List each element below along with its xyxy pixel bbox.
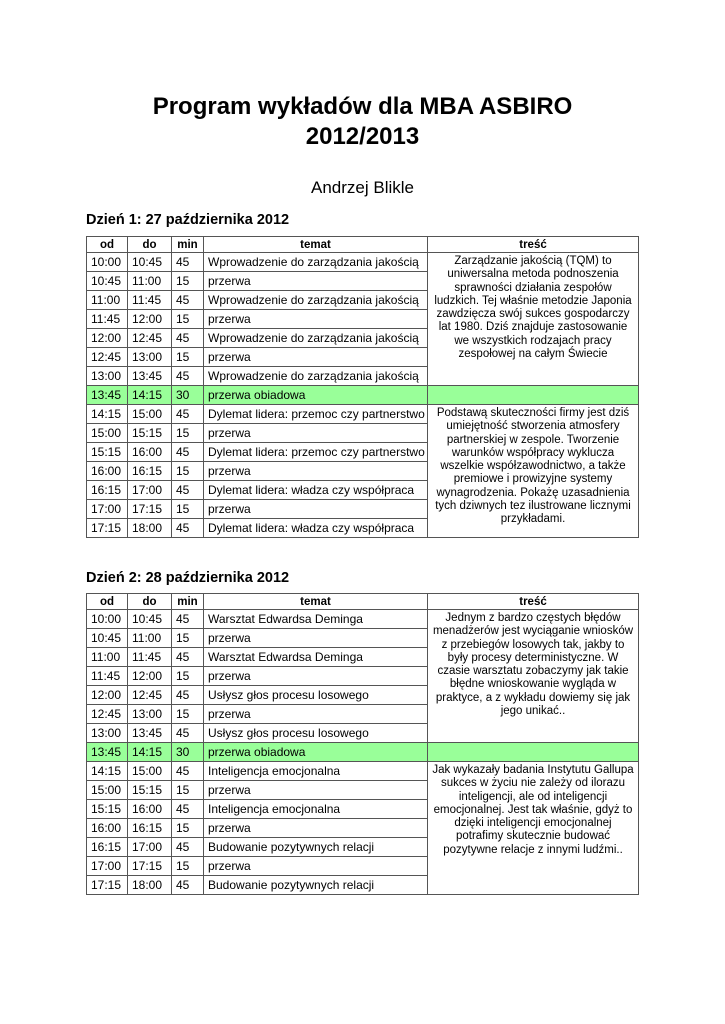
cell-do: 15:00 [128,405,172,424]
header-min: min [172,237,204,253]
cell-do: 17:15 [128,500,172,519]
cell-temat: przerwa [204,819,428,838]
cell-do: 14:15 [128,386,172,405]
cell-od: 13:45 [87,386,128,405]
cell-do: 12:45 [128,686,172,705]
cell-od: 17:15 [87,876,128,895]
cell-temat: Budowanie pozytywnych relacji [204,876,428,895]
content-afternoon: Jak wykazały badania Instytutu Gallupa sukces w życiu nie zależy od ilorazu inteligencji, ale od inteligencji emocjonalnej. Jest tak właśnie, gdyż to dzięki inteligencji emocjonalnej potrafimy skutecznie budować pozytywne relacje z innymi ludźmi.. [428,762,639,895]
content-morning: Zarządzanie jakością (TQM) to uniwersalna metoda podnoszenia sprawności działania zespołów ludzkich. Tej właśnie metodzie Japonia zawdzięcza swój sukces gospodarczy lat 1980. Dziś znajduje zastosowanie we wszystkich rodzajach pracy zespołowej na całym Świecie [428,253,639,386]
header-od: od [87,237,128,253]
cell-od: 17:15 [87,519,128,538]
cell-temat: Dylemat lidera: władza czy współpraca [204,481,428,500]
cell-min: 45 [172,648,204,667]
cell-do: 15:00 [128,762,172,781]
cell-min: 45 [172,724,204,743]
cell-do: 15:15 [128,424,172,443]
cell-do: 13:45 [128,367,172,386]
cell-temat: przerwa [204,272,428,291]
cell-temat: przerwa [204,705,428,724]
cell-do: 17:00 [128,481,172,500]
cell-temat: przerwa [204,348,428,367]
cell-do: 16:15 [128,462,172,481]
table-row [87,253,639,272]
cell-min: 15 [172,462,204,481]
cell-min: 45 [172,481,204,500]
cell-temat: Dylemat lidera: władza czy współpraca [204,519,428,538]
cell-od: 15:00 [87,424,128,443]
cell-do: 12:00 [128,667,172,686]
cell-min: 45 [172,876,204,895]
cell-min: 15 [172,629,204,648]
header-do: do [128,237,172,253]
cell-do: 14:15 [128,743,172,762]
cell-min: 45 [172,291,204,310]
cell-min: 15 [172,500,204,519]
day-2-heading: Dzień 2: 28 października 2012 [86,570,290,586]
cell-od: 17:00 [87,857,128,876]
cell-temat: przerwa [204,781,428,800]
cell-do: 13:00 [128,705,172,724]
cell-od: 10:00 [87,253,128,272]
cell-temat: przerwa obiadowa [204,386,428,405]
cell-min: 15 [172,272,204,291]
cell-od: 16:00 [87,819,128,838]
header-temat: temat [204,237,428,253]
cell-temat: Inteligencja emocjonalna [204,762,428,781]
cell-temat: Usłysz głos procesu losowego [204,724,428,743]
cell-od: 16:00 [87,462,128,481]
cell-od: 14:15 [87,405,128,424]
cell-do: 11:45 [128,291,172,310]
cell-temat: Wprowadzenie do zarządzania jakością [204,291,428,310]
cell-od: 15:00 [87,781,128,800]
cell-min: 15 [172,348,204,367]
cell-min: 45 [172,610,204,629]
author: Andrzej Blikle [311,178,414,197]
cell-od: 14:15 [87,762,128,781]
cell-min: 15 [172,781,204,800]
cell-do: 17:15 [128,857,172,876]
cell-do: 15:15 [128,781,172,800]
table-row [87,386,639,405]
cell-min: 30 [172,743,204,762]
cell-od: 10:45 [87,272,128,291]
cell-od: 16:15 [87,838,128,857]
cell-min: 30 [172,386,204,405]
cell-od: 11:00 [87,291,128,310]
cell-temat: przerwa [204,310,428,329]
cell-temat: Usłysz głos procesu losowego [204,686,428,705]
cell-do: 11:00 [128,272,172,291]
cell-temat: Budowanie pozytywnych relacji [204,838,428,857]
day-1-heading: Dzień 1: 27 października 2012 [86,212,290,228]
cell-temat: przerwa [204,667,428,686]
cell-min: 45 [172,253,204,272]
cell-od: 11:45 [87,310,128,329]
cell-od: 11:00 [87,648,128,667]
cell-min: 15 [172,857,204,876]
cell-do: 10:45 [128,253,172,272]
table-row [87,743,639,762]
cell-do: 16:15 [128,819,172,838]
header-min: min [172,594,204,610]
cell-min: 15 [172,424,204,443]
cell-od: 11:45 [87,667,128,686]
header-tresc: treść [428,237,639,253]
document-title [0,92,725,152]
day-2-schedule-table [86,593,639,895]
cell-temat: Wprowadzenie do zarządzania jakością [204,253,428,272]
cell-temat: Wprowadzenie do zarządzania jakością [204,329,428,348]
cell-od: 12:45 [87,348,128,367]
cell-min: 45 [172,686,204,705]
cell-do: 16:00 [128,443,172,462]
cell-temat: przerwa [204,629,428,648]
cell-do: 12:45 [128,329,172,348]
cell-temat: przerwa [204,500,428,519]
header-temat: temat [204,594,428,610]
header-do: do [128,594,172,610]
cell-do: 10:45 [128,610,172,629]
content-morning: Jednym z bardzo częstych błędów menadżerów jest wyciąganie wniosków z przebiegów losowych tak, jakby to były procesy deterministyczne. W czasie warsztatu zobaczymy jak takie błędne wnioskowanie wygląda w praktyce, a z wykładu dowiemy się jak jego unikać.. [428,610,639,743]
table-row [87,405,639,424]
cell-do: 12:00 [128,310,172,329]
cell-min: 45 [172,762,204,781]
cell-od: 12:00 [87,329,128,348]
table-row [87,610,639,629]
cell-od: 13:00 [87,724,128,743]
cell-temat: Inteligencja emocjonalna [204,800,428,819]
title-line-1: Program wykładów dla MBA ASBIRO [152,93,573,120]
cell-min: 45 [172,838,204,857]
day-1-schedule-table [86,236,639,538]
cell-od: 12:00 [87,686,128,705]
cell-min: 45 [172,800,204,819]
cell-temat: przerwa [204,857,428,876]
cell-temat: Dylemat lidera: przemoc czy partnerstwo [204,443,428,462]
cell-temat: Dylemat lidera: przemoc czy partnerstwo [204,405,428,424]
cell-do: 13:00 [128,348,172,367]
header-od: od [87,594,128,610]
cell-od: 10:45 [87,629,128,648]
cell-min: 15 [172,819,204,838]
cell-od: 15:15 [87,800,128,819]
cell-tresc-empty [428,743,639,762]
cell-min: 45 [172,405,204,424]
cell-min: 45 [172,443,204,462]
cell-min: 15 [172,705,204,724]
cell-do: 11:00 [128,629,172,648]
cell-min: 15 [172,310,204,329]
cell-do: 18:00 [128,876,172,895]
cell-od: 15:15 [87,443,128,462]
cell-min: 45 [172,367,204,386]
cell-do: 13:45 [128,724,172,743]
cell-do: 11:45 [128,648,172,667]
cell-temat: przerwa obiadowa [204,743,428,762]
cell-od: 17:00 [87,500,128,519]
content-afternoon: Podstawą skuteczności firmy jest dziś umiejętność stworzenia atmosfery partnerskiej w zespole. Tworzenie warunków współpracy wyklucza wszelkie współzawodnictwo, a także premiowe i prowizyjne systemy wynagrodzenia. Pokażę uzasadnienia tych dziwnych tez ilustrowane licznymi przykładami. [428,405,639,538]
cell-do: 18:00 [128,519,172,538]
table-header-row [87,237,639,253]
header-tresc: treść [428,594,639,610]
cell-od: 13:45 [87,743,128,762]
cell-od: 13:00 [87,367,128,386]
cell-od: 12:45 [87,705,128,724]
cell-od: 10:00 [87,610,128,629]
table-row [87,762,639,781]
table-header-row [87,594,639,610]
cell-min: 45 [172,519,204,538]
cell-temat: przerwa [204,424,428,443]
cell-tresc-empty [428,386,639,405]
title-line-2: 2012/2013 [305,123,420,150]
cell-temat: przerwa [204,462,428,481]
cell-od: 16:15 [87,481,128,500]
cell-min: 45 [172,329,204,348]
cell-do: 17:00 [128,838,172,857]
cell-temat: Warsztat Edwardsa Deminga [204,648,428,667]
cell-temat: Wprowadzenie do zarządzania jakością [204,367,428,386]
cell-temat: Warsztat Edwardsa Deminga [204,610,428,629]
cell-min: 15 [172,667,204,686]
cell-do: 16:00 [128,800,172,819]
